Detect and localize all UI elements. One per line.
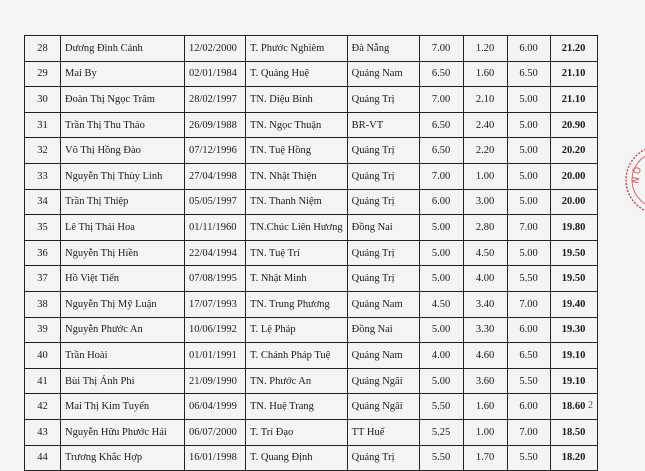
score-1-cell: 7.00 bbox=[419, 36, 463, 62]
score-1-cell: 5.00 bbox=[419, 368, 463, 394]
temple-name-cell: T. Quảng Huệ bbox=[246, 61, 348, 87]
score-1-cell: 7.00 bbox=[419, 163, 463, 189]
date-of-birth-cell: 16/01/1998 bbox=[185, 445, 246, 471]
date-of-birth-cell: 10/06/1992 bbox=[185, 317, 246, 343]
row-number-cell: 31 bbox=[25, 112, 61, 138]
score-2-cell: 2.20 bbox=[463, 138, 507, 164]
score-3-cell: 6.00 bbox=[507, 36, 550, 62]
date-of-birth-cell: 12/02/2000 bbox=[185, 36, 246, 62]
score-1-cell: 6.00 bbox=[419, 189, 463, 215]
temple-name-cell: TN. Tuệ Hồng bbox=[246, 138, 348, 164]
temple-name-cell: TN. Ngọc Thuận bbox=[246, 112, 348, 138]
province-cell: Quảng Nam bbox=[347, 343, 419, 369]
table-row bbox=[25, 291, 598, 317]
total-score-cell: 21.20 bbox=[550, 36, 597, 62]
row-number-cell: 41 bbox=[25, 368, 61, 394]
total-score-cell: 19.30 bbox=[550, 317, 597, 343]
candidate-name-cell: Võ Thị Hồng Đào bbox=[61, 138, 185, 164]
row-number-cell: 28 bbox=[25, 36, 61, 62]
total-score-cell: 20.20 bbox=[550, 138, 597, 164]
score-1-cell: 5.50 bbox=[419, 445, 463, 471]
candidate-name-cell: Mai By bbox=[61, 61, 185, 87]
table-row bbox=[25, 87, 598, 113]
date-of-birth-cell: 06/04/1999 bbox=[185, 394, 246, 420]
score-1-cell: 4.50 bbox=[419, 291, 463, 317]
row-number-cell: 34 bbox=[25, 189, 61, 215]
score-3-cell: 6.00 bbox=[507, 394, 550, 420]
date-of-birth-cell: 27/04/1998 bbox=[185, 163, 246, 189]
province-cell: Quảng Trị bbox=[347, 189, 419, 215]
candidate-name-cell: Dương Đình Cảnh bbox=[61, 36, 185, 62]
score-1-cell: 6.50 bbox=[419, 61, 463, 87]
candidate-name-cell: Bùi Thị Ánh Phi bbox=[61, 368, 185, 394]
temple-name-cell: TN. Tuệ Trí bbox=[246, 240, 348, 266]
table-row bbox=[25, 343, 598, 369]
score-2-cell: 1.70 bbox=[463, 445, 507, 471]
date-of-birth-cell: 22/04/1994 bbox=[185, 240, 246, 266]
temple-name-cell: T. Nhật Minh bbox=[246, 266, 348, 292]
temple-name-cell: T. Quang Định bbox=[246, 445, 348, 471]
province-cell: Quảng Ngãi bbox=[347, 368, 419, 394]
red-seal-stamp bbox=[620, 140, 645, 220]
score-3-cell: 6.50 bbox=[507, 343, 550, 369]
score-3-cell: 7.00 bbox=[507, 291, 550, 317]
province-cell: Đồng Nai bbox=[347, 215, 419, 241]
row-number-cell: 36 bbox=[25, 240, 61, 266]
score-2-cell: 3.40 bbox=[463, 291, 507, 317]
date-of-birth-cell: 06/07/2000 bbox=[185, 419, 246, 445]
score-2-cell: 3.60 bbox=[463, 368, 507, 394]
svg-text:N Ô: N Ô bbox=[631, 166, 644, 185]
row-number-cell: 43 bbox=[25, 419, 61, 445]
score-3-cell: 5.00 bbox=[507, 112, 550, 138]
total-score-cell: 20.00 bbox=[550, 163, 597, 189]
score-2-cell: 1.60 bbox=[463, 61, 507, 87]
total-score-cell: 19.50 bbox=[550, 266, 597, 292]
total-score-cell: 21.10 bbox=[550, 61, 597, 87]
temple-name-cell: T. Phước Nghiêm bbox=[246, 36, 348, 62]
table-row bbox=[25, 394, 598, 420]
candidate-name-cell: Hồ Việt Tiến bbox=[61, 266, 185, 292]
row-number-cell: 30 bbox=[25, 87, 61, 113]
candidate-name-cell: Nguyễn Thị Thùy Linh bbox=[61, 163, 185, 189]
table-row bbox=[25, 317, 598, 343]
row-number-cell: 32 bbox=[25, 138, 61, 164]
candidate-name-cell: Nguyễn Thị Hiền bbox=[61, 240, 185, 266]
score-2-cell: 2.80 bbox=[463, 215, 507, 241]
temple-name-cell: TN.Chúc Liên Hương bbox=[246, 215, 348, 241]
total-score-cell: 20.00 bbox=[550, 189, 597, 215]
score-3-cell: 7.00 bbox=[507, 215, 550, 241]
temple-name-cell: T. Trí Đạo bbox=[246, 419, 348, 445]
score-3-cell: 6.00 bbox=[507, 317, 550, 343]
score-2-cell: 4.60 bbox=[463, 343, 507, 369]
candidate-name-cell: Lê Thị Thái Hoa bbox=[61, 215, 185, 241]
score-1-cell: 5.00 bbox=[419, 317, 463, 343]
total-score-cell: 19.40 bbox=[550, 291, 597, 317]
province-cell: Quảng Trị bbox=[347, 138, 419, 164]
candidate-name-cell: Trần Hoài bbox=[61, 343, 185, 369]
results-table bbox=[24, 35, 598, 471]
table-row bbox=[25, 36, 598, 62]
date-of-birth-cell: 21/09/1990 bbox=[185, 368, 246, 394]
temple-name-cell: T. Chánh Pháp Tuệ bbox=[246, 343, 348, 369]
score-1-cell: 5.00 bbox=[419, 266, 463, 292]
score-3-cell: 5.00 bbox=[507, 240, 550, 266]
table-row bbox=[25, 112, 598, 138]
total-score-cell: 19.10 bbox=[550, 343, 597, 369]
province-cell: Quảng Trị bbox=[347, 445, 419, 471]
province-cell: BR-VT bbox=[347, 112, 419, 138]
score-1-cell: 6.50 bbox=[419, 112, 463, 138]
score-2-cell: 2.40 bbox=[463, 112, 507, 138]
province-cell: Quảng Trị bbox=[347, 163, 419, 189]
row-number-cell: 42 bbox=[25, 394, 61, 420]
temple-name-cell: TN. Diệu Bình bbox=[246, 87, 348, 113]
province-cell: TT Huế bbox=[347, 419, 419, 445]
score-3-cell: 5.50 bbox=[507, 368, 550, 394]
date-of-birth-cell: 28/02/1997 bbox=[185, 87, 246, 113]
candidate-name-cell: Trương Khắc Hợp bbox=[61, 445, 185, 471]
date-of-birth-cell: 17/07/1993 bbox=[185, 291, 246, 317]
province-cell: Quảng Trị bbox=[347, 240, 419, 266]
score-2-cell: 1.00 bbox=[463, 163, 507, 189]
table-body bbox=[25, 36, 598, 471]
row-number-cell: 38 bbox=[25, 291, 61, 317]
total-score-cell: 20.90 bbox=[550, 112, 597, 138]
temple-name-cell: TN. Huệ Trang bbox=[246, 394, 348, 420]
total-score-cell: 19.10 bbox=[550, 368, 597, 394]
score-3-cell: 6.50 bbox=[507, 61, 550, 87]
score-1-cell: 5.00 bbox=[419, 215, 463, 241]
row-number-cell: 40 bbox=[25, 343, 61, 369]
candidate-name-cell: Nguyễn Thị Mỹ Luận bbox=[61, 291, 185, 317]
temple-name-cell: TN. Nhật Thiện bbox=[246, 163, 348, 189]
date-of-birth-cell: 01/11/1960 bbox=[185, 215, 246, 241]
table-row bbox=[25, 189, 598, 215]
table-row bbox=[25, 138, 598, 164]
candidate-name-cell: Trần Thị Thu Thảo bbox=[61, 112, 185, 138]
score-3-cell: 5.00 bbox=[507, 163, 550, 189]
province-cell: Quảng Nam bbox=[347, 61, 419, 87]
score-2-cell: 1.20 bbox=[463, 36, 507, 62]
total-score-cell: 18.20 bbox=[550, 445, 597, 471]
score-2-cell: 4.50 bbox=[463, 240, 507, 266]
table-row bbox=[25, 240, 598, 266]
temple-name-cell: TN. Thanh Niệm bbox=[246, 189, 348, 215]
date-of-birth-cell: 26/09/1988 bbox=[185, 112, 246, 138]
candidate-name-cell: Đoàn Thị Ngọc Trâm bbox=[61, 87, 185, 113]
row-number-cell: 35 bbox=[25, 215, 61, 241]
score-1-cell: 5.25 bbox=[419, 419, 463, 445]
total-score-cell: 18.60 bbox=[550, 394, 597, 420]
score-2-cell: 3.30 bbox=[463, 317, 507, 343]
score-1-cell: 5.00 bbox=[419, 240, 463, 266]
province-cell: Đồng Nai bbox=[347, 317, 419, 343]
score-2-cell: 2.10 bbox=[463, 87, 507, 113]
temple-name-cell: T. Lệ Pháp bbox=[246, 317, 348, 343]
score-3-cell: 5.00 bbox=[507, 138, 550, 164]
score-3-cell: 7.00 bbox=[507, 419, 550, 445]
province-cell: Quảng Ngãi bbox=[347, 394, 419, 420]
province-cell: Quảng Trị bbox=[347, 87, 419, 113]
total-score-cell: 18.50 bbox=[550, 419, 597, 445]
score-3-cell: 5.00 bbox=[507, 189, 550, 215]
score-2-cell: 3.00 bbox=[463, 189, 507, 215]
date-of-birth-cell: 07/08/1995 bbox=[185, 266, 246, 292]
candidate-name-cell: Mai Thị Kim Tuyến bbox=[61, 394, 185, 420]
province-cell: Quảng Nam bbox=[347, 291, 419, 317]
table-row bbox=[25, 61, 598, 87]
score-1-cell: 5.50 bbox=[419, 394, 463, 420]
row-number-cell: 44 bbox=[25, 445, 61, 471]
table-row bbox=[25, 266, 598, 292]
total-score-cell: 21.10 bbox=[550, 87, 597, 113]
row-number-cell: 39 bbox=[25, 317, 61, 343]
table-row bbox=[25, 368, 598, 394]
row-number-cell: 37 bbox=[25, 266, 61, 292]
province-cell: Đà Nẵng bbox=[347, 36, 419, 62]
score-3-cell: 5.00 bbox=[507, 87, 550, 113]
score-1-cell: 7.00 bbox=[419, 87, 463, 113]
date-of-birth-cell: 07/12/1996 bbox=[185, 138, 246, 164]
score-3-cell: 5.50 bbox=[507, 266, 550, 292]
score-2-cell: 4.00 bbox=[463, 266, 507, 292]
score-2-cell: 1.00 bbox=[463, 419, 507, 445]
total-score-cell: 19.50 bbox=[550, 240, 597, 266]
province-cell: Quảng Trị bbox=[347, 266, 419, 292]
date-of-birth-cell: 02/01/1984 bbox=[185, 61, 246, 87]
score-1-cell: 6.50 bbox=[419, 138, 463, 164]
table-row bbox=[25, 215, 598, 241]
score-1-cell: 4.00 bbox=[419, 343, 463, 369]
score-2-cell: 1.60 bbox=[463, 394, 507, 420]
row-number-cell: 33 bbox=[25, 163, 61, 189]
candidate-name-cell: Nguyễn Hữu Phước Hải bbox=[61, 419, 185, 445]
temple-name-cell: TN. Phước An bbox=[246, 368, 348, 394]
date-of-birth-cell: 05/05/1997 bbox=[185, 189, 246, 215]
table-row bbox=[25, 419, 598, 445]
candidate-name-cell: Nguyễn Phước An bbox=[61, 317, 185, 343]
candidate-name-cell: Trần Thị Thiệp bbox=[61, 189, 185, 215]
date-of-birth-cell: 01/01/1991 bbox=[185, 343, 246, 369]
temple-name-cell: TN. Trung Phương bbox=[246, 291, 348, 317]
score-3-cell: 5.50 bbox=[507, 445, 550, 471]
total-score-cell: 19.80 bbox=[550, 215, 597, 241]
row-number-cell: 29 bbox=[25, 61, 61, 87]
table-row bbox=[25, 163, 598, 189]
page-number: 2 bbox=[588, 400, 593, 411]
